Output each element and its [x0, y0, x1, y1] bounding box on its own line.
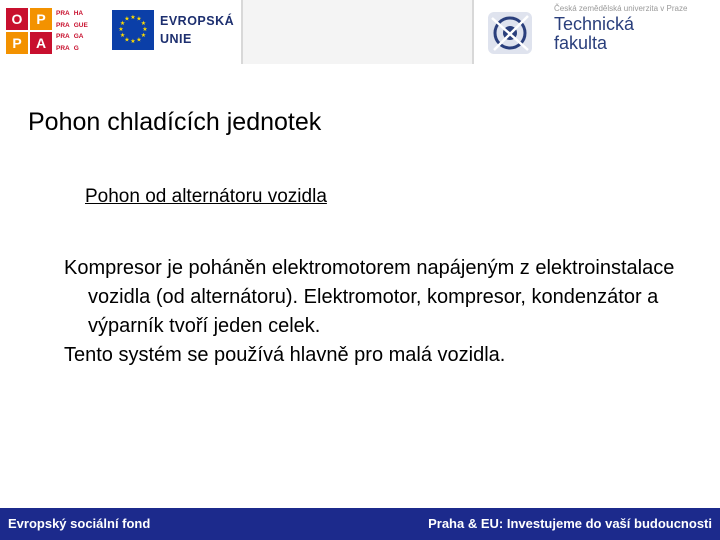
- svg-text:★: ★: [142, 26, 148, 33]
- praha-word: GA: [73, 33, 84, 40]
- faculty-name-line: Technická: [554, 14, 635, 34]
- svg-text:★: ★: [136, 36, 142, 44]
- svg-text:★: ★: [124, 15, 130, 23]
- praha-word: PRA: [56, 21, 70, 29]
- praha-word: PRA: [56, 10, 70, 17]
- footer-slogan-text: Praha & EU: Investujeme do vaší budoucnosti: [428, 516, 712, 531]
- eu-flag-icon: [112, 10, 154, 50]
- svg-text:★: ★: [124, 36, 130, 44]
- svg-text:★: ★: [136, 15, 142, 23]
- praha-word: PRA: [56, 44, 70, 52]
- svg-text:★: ★: [140, 20, 147, 27]
- praha-wordmark: [56, 8, 96, 54]
- university-name: Česká zemědělská univerzita v Praze: [554, 4, 688, 13]
- praha-word: HA: [73, 10, 84, 17]
- eu-wordmark: [160, 12, 234, 48]
- oppa-letter: P: [30, 8, 52, 30]
- header-bar: [0, 0, 720, 64]
- praha-word: GUE: [73, 21, 88, 29]
- svg-text:★: ★: [119, 32, 126, 39]
- faculty-emblem-icon: [484, 6, 536, 58]
- eu-text-line: EVROPSKÁ: [160, 14, 235, 28]
- slide-body: [64, 254, 704, 370]
- svg-text:★: ★: [118, 26, 124, 33]
- oppa-letter: A: [30, 32, 52, 54]
- eu-text-line: UNIE: [160, 32, 192, 46]
- partner-logos: [0, 0, 243, 64]
- oppa-letter: P: [6, 32, 28, 54]
- svg-text:★: ★: [140, 32, 147, 39]
- body-paragraph: Tento systém se používá hlavně pro malá vozidla.: [64, 344, 506, 366]
- footer-bar: [0, 508, 720, 540]
- header-spacer: [243, 0, 472, 64]
- svg-text:★: ★: [119, 20, 126, 27]
- faculty-name-line: fakulta: [554, 33, 608, 53]
- svg-text:★: ★: [130, 14, 136, 21]
- slide-title: Pohon chladících jednotek: [28, 108, 322, 136]
- footer-fund-text: Evropský sociální fond: [8, 516, 151, 531]
- faculty-logo: [472, 0, 720, 64]
- svg-text:★: ★: [130, 38, 136, 45]
- oppa-logo: [6, 8, 52, 54]
- slide-subtitle: Pohon od alternátoru vozidla: [85, 186, 327, 207]
- body-paragraph: Kompresor je poháněn elektromotorem napájeným z elektroinstalace vozidla (od alternátoru). Elektromotor, kompresor, kondenzátor a výparník tvoří jeden celek.: [64, 257, 675, 337]
- oppa-letter: O: [6, 8, 28, 30]
- faculty-name: [554, 15, 634, 53]
- praha-word: PRA: [56, 33, 70, 40]
- praha-word: G: [73, 44, 79, 52]
